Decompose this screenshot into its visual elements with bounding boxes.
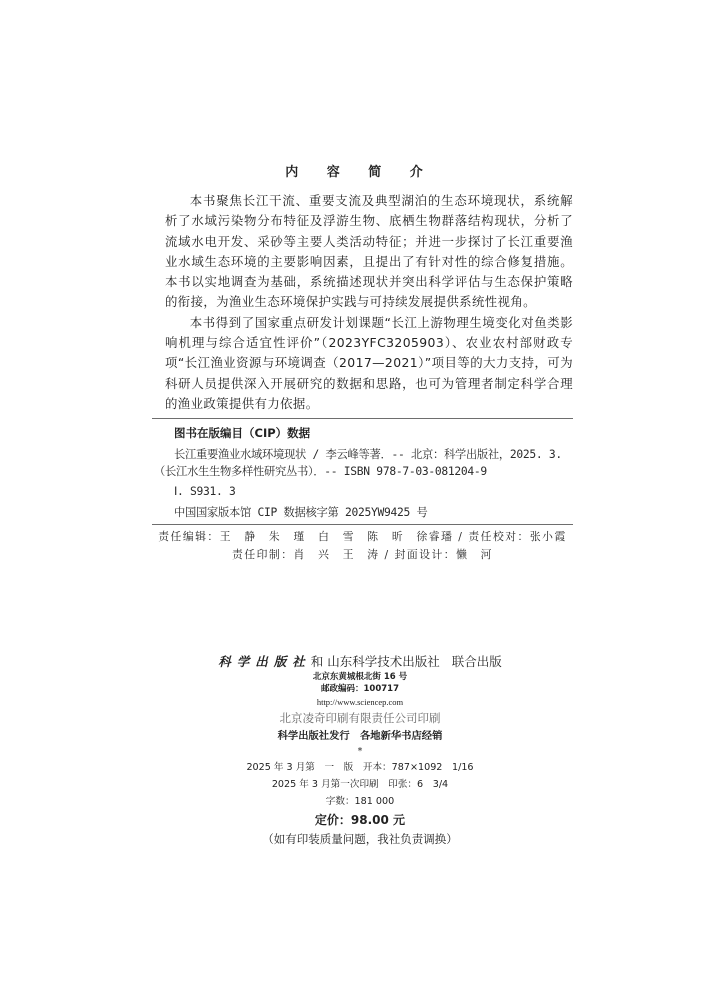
publisher-secondary: 山东科学技术出版社 (327, 654, 440, 669)
cip-verification: 中国国家版本馆 CIP 数据核字第 2025YW9425 号 (174, 506, 428, 519)
summary-paragraph: 本书得到了国家重点研发计划课题“长江上游物理生境变化对鱼类影响机理与综合适宜性评价”（2023YFC3205903）、农业农村部财政专项“长江渔业资源与环境调查（2017—2021）”项目等的大力支持，可为科研人员提供深入开展研究的数据和思路，也可为管理者制定科学合理的渔业政策提供有力依据。 (165, 314, 573, 411)
cip-heading: 图书在版编目（CIP）数据 (174, 426, 311, 440)
printing-line: 2025 年 3 月第一次印刷 印张：6 3/4 (271, 779, 449, 790)
cip-title-line: 长江重要渔业水域环境现状 / 李云峰等著．-- 北京：科学出版社，2025. 3. (174, 448, 562, 461)
publisher-postcode: 邮政编码：100717 (321, 684, 399, 694)
summary-body (165, 191, 573, 414)
cip-data-block (152, 418, 573, 525)
quality-note: （如有印装质量问题，我社负责调换） (262, 832, 458, 846)
publisher-logo-text: 科学出版社 (218, 654, 311, 669)
credits-block (152, 528, 573, 564)
cip-series-line: （长江水生生物多样性研究丛书）．-- ISBN 978-7-03-081204-9 (154, 465, 487, 478)
imprint-block (0, 653, 720, 849)
edition-line: 2025 年 3 月第 一 版 开本：787×1092 1/16 (246, 762, 474, 773)
credits-production: 责任印制：肖 兴 王 涛 / 封面设计：懒 河 (232, 548, 493, 561)
word-count: 字数：181 000 (325, 796, 395, 807)
joint-publication-label: 联合出版 (451, 654, 502, 669)
summary-title: 内 容 简 介 (285, 165, 435, 180)
separator-star: * (357, 747, 363, 757)
cip-classification: Ⅰ. S931. 3 (174, 485, 236, 498)
printer-line: 北京凌奇印刷有限责任公司印刷 (279, 711, 441, 725)
summary-paragraph: 本书聚焦长江干流、重要支流及典型湖泊的生态环境现状，系统解析了水域污染物分布特征及浮游生物、底栖生物群落结构现状，分析了流域水电开发、采砂等主要人类活动特征；并进一步探讨了长江重要渔业水域生态环境的主要影响因素，且提出了有针对性的综合修复措施。本书以实地调查为基础，系统描述现状并突出科学评估与生态保护策略的衔接，为渔业生态环境保护实践与可持续发展提供系统性视角。 (165, 193, 573, 310)
price: 定价：98.00 元 (314, 813, 406, 827)
publisher-url: http://www.sciencep.com (316, 697, 404, 707)
publisher-conjunction: 和 (310, 654, 324, 669)
distribution-line: 科学出版社发行 各地新华书店经销 (277, 730, 443, 742)
credits-editors: 责任编辑：王 静 朱 瑾 白 雪 陈 昕 徐睿璠 / 责任校对：张小霞 (158, 530, 567, 543)
publishers-line (0, 653, 720, 671)
publisher-address: 北京东黄城根北街 16 号 (312, 672, 408, 682)
